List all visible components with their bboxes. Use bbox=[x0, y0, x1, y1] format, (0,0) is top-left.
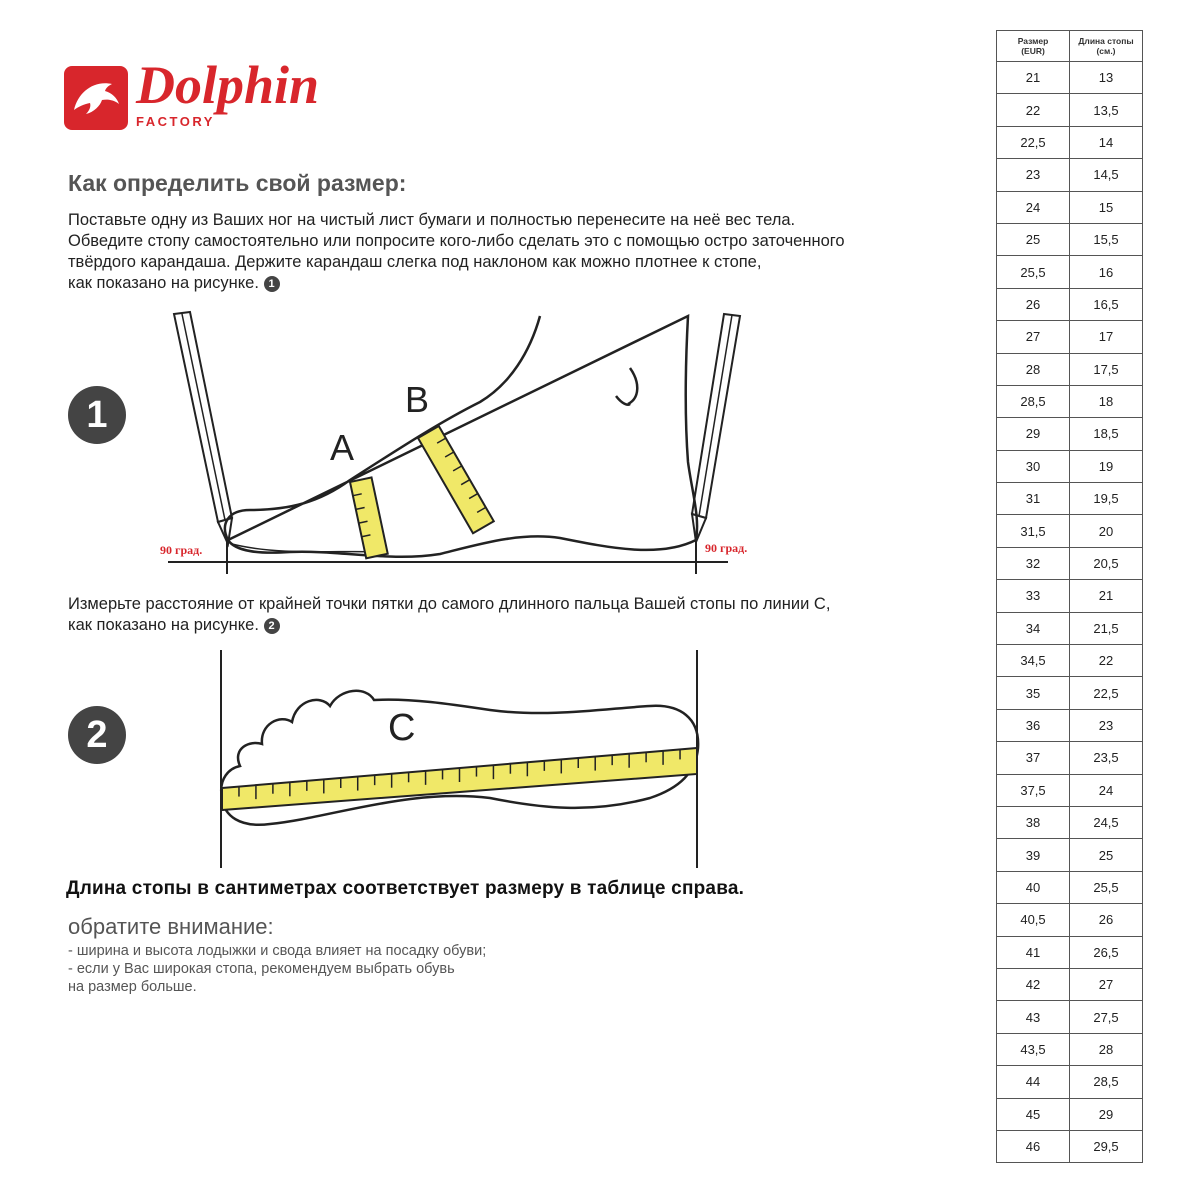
table-row bbox=[997, 645, 1143, 677]
logo-mark bbox=[64, 66, 128, 130]
label-a: A bbox=[330, 427, 355, 468]
header-length-line: Длина стопы bbox=[1078, 36, 1134, 46]
cell-foot-length: 27 bbox=[1070, 968, 1143, 1000]
ruler-b-icon bbox=[418, 426, 494, 533]
figure-ref-badge: 2 bbox=[264, 618, 280, 634]
cell-foot-length: 16 bbox=[1070, 256, 1143, 288]
cell-size-eur: 26 bbox=[997, 288, 1070, 320]
cell-size-eur: 35 bbox=[997, 677, 1070, 709]
table-header-row bbox=[997, 31, 1143, 62]
cell-foot-length: 15,5 bbox=[1070, 223, 1143, 255]
cell-size-eur: 37 bbox=[997, 742, 1070, 774]
cell-foot-length: 22 bbox=[1070, 645, 1143, 677]
table-row bbox=[997, 515, 1143, 547]
cell-foot-length: 24 bbox=[1070, 774, 1143, 806]
table-row bbox=[997, 1001, 1143, 1033]
measure-line bbox=[68, 615, 978, 636]
cell-foot-length: 16,5 bbox=[1070, 288, 1143, 320]
cell-size-eur: 25,5 bbox=[997, 256, 1070, 288]
table-row bbox=[997, 126, 1143, 158]
cell-foot-length: 24,5 bbox=[1070, 806, 1143, 838]
cell-size-eur: 41 bbox=[997, 936, 1070, 968]
table-row bbox=[997, 709, 1143, 741]
logo-wordmark: Dolphin bbox=[136, 55, 320, 115]
cell-size-eur: 39 bbox=[997, 839, 1070, 871]
cell-size-eur: 34 bbox=[997, 612, 1070, 644]
attention-line: на размер больше. bbox=[68, 979, 197, 995]
ruler-c-icon bbox=[222, 748, 697, 810]
cell-foot-length: 26 bbox=[1070, 904, 1143, 936]
table-row bbox=[997, 1066, 1143, 1098]
table-row bbox=[997, 677, 1143, 709]
foot-top-figure bbox=[210, 648, 710, 870]
cell-size-eur: 44 bbox=[997, 1066, 1070, 1098]
intro-line: Поставьте одну из Ваших ног на чистый лист бумаги и полностью перенесите на неё вес тела. bbox=[68, 211, 796, 229]
cell-foot-length: 23,5 bbox=[1070, 742, 1143, 774]
cell-foot-length: 17,5 bbox=[1070, 353, 1143, 385]
cell-foot-length: 20,5 bbox=[1070, 547, 1143, 579]
cell-size-eur: 32 bbox=[997, 547, 1070, 579]
intro-line: Обведите стопу самостоятельно или попросите кого-либо сделать это с помощью остро заточенного bbox=[68, 232, 845, 250]
table-row bbox=[997, 94, 1143, 126]
cell-size-eur: 28,5 bbox=[997, 385, 1070, 417]
table-row bbox=[997, 936, 1143, 968]
header-length-unit: (см.) bbox=[1096, 46, 1116, 56]
cell-foot-length: 23 bbox=[1070, 709, 1143, 741]
table-row bbox=[997, 1130, 1143, 1162]
step-2-badge: 2 bbox=[68, 706, 126, 764]
cell-size-eur: 29 bbox=[997, 418, 1070, 450]
cell-size-eur: 42 bbox=[997, 968, 1070, 1000]
figure-ref-badge: 1 bbox=[264, 276, 280, 292]
cell-size-eur: 45 bbox=[997, 1098, 1070, 1130]
cell-foot-length: 19,5 bbox=[1070, 483, 1143, 515]
cell-foot-length: 22,5 bbox=[1070, 677, 1143, 709]
cell-foot-length: 18 bbox=[1070, 385, 1143, 417]
cell-foot-length: 21,5 bbox=[1070, 612, 1143, 644]
attention-list bbox=[68, 942, 486, 996]
header-size-unit: (EUR) bbox=[1021, 46, 1045, 56]
pencil-right-icon bbox=[692, 314, 740, 542]
step-1-badge: 1 bbox=[68, 386, 126, 444]
table-row bbox=[997, 1098, 1143, 1130]
cell-size-eur: 24 bbox=[997, 191, 1070, 223]
cell-foot-length: 28 bbox=[1070, 1033, 1143, 1065]
cell-size-eur: 27 bbox=[997, 321, 1070, 353]
foot-side-figure bbox=[140, 312, 748, 582]
cell-foot-length: 20 bbox=[1070, 515, 1143, 547]
intro-line-text: как показано на рисунке. bbox=[68, 274, 259, 292]
cell-size-eur: 22,5 bbox=[997, 126, 1070, 158]
table-reference-note: Длина стопы в сантиметрах соответствует размеру в таблице справа. bbox=[66, 878, 745, 899]
measure-line-text: как показано на рисунке. bbox=[68, 616, 259, 634]
cell-foot-length: 26,5 bbox=[1070, 936, 1143, 968]
cell-size-eur: 30 bbox=[997, 450, 1070, 482]
table-row bbox=[997, 450, 1143, 482]
cell-size-eur: 23 bbox=[997, 159, 1070, 191]
table-row bbox=[997, 612, 1143, 644]
intro-line bbox=[68, 273, 978, 294]
cell-foot-length: 21 bbox=[1070, 580, 1143, 612]
table-row bbox=[997, 223, 1143, 255]
cell-foot-length: 29 bbox=[1070, 1098, 1143, 1130]
cell-size-eur: 37,5 bbox=[997, 774, 1070, 806]
intro-line: твёрдого карандаша. Держите карандаш слегка под наклоном как можно плотнее к стопе, bbox=[68, 253, 762, 271]
table-row bbox=[997, 159, 1143, 191]
table-row bbox=[997, 742, 1143, 774]
table-row bbox=[997, 580, 1143, 612]
cell-foot-length: 14 bbox=[1070, 126, 1143, 158]
cell-foot-length: 25 bbox=[1070, 839, 1143, 871]
cell-foot-length: 29,5 bbox=[1070, 1130, 1143, 1162]
table-row bbox=[997, 62, 1143, 94]
cell-size-eur: 34,5 bbox=[997, 645, 1070, 677]
header-size bbox=[997, 31, 1070, 62]
cell-size-eur: 31 bbox=[997, 483, 1070, 515]
cell-size-eur: 21 bbox=[997, 62, 1070, 94]
label-c: C bbox=[388, 707, 416, 749]
cell-size-eur: 33 bbox=[997, 580, 1070, 612]
attention-line: - ширина и высота лодыжки и свода влияет на посадку обуви; bbox=[68, 943, 487, 959]
cell-size-eur: 43,5 bbox=[997, 1033, 1070, 1065]
table-row bbox=[997, 547, 1143, 579]
cell-foot-length: 19 bbox=[1070, 450, 1143, 482]
table-row bbox=[997, 191, 1143, 223]
table-row bbox=[997, 353, 1143, 385]
table-row bbox=[997, 806, 1143, 838]
cell-foot-length: 25,5 bbox=[1070, 871, 1143, 903]
cell-size-eur: 46 bbox=[997, 1130, 1070, 1162]
cell-size-eur: 40 bbox=[997, 871, 1070, 903]
instructions-measure bbox=[68, 594, 978, 636]
page-title: Как определить свой размер: bbox=[68, 170, 407, 196]
table-row bbox=[997, 418, 1143, 450]
cell-foot-length: 15 bbox=[1070, 191, 1143, 223]
angle-left-label: 90 град. bbox=[160, 543, 203, 557]
dolphin-icon bbox=[64, 66, 128, 130]
label-b: B bbox=[405, 379, 430, 420]
cell-size-eur: 22 bbox=[997, 94, 1070, 126]
cell-size-eur: 43 bbox=[997, 1001, 1070, 1033]
cell-foot-length: 27,5 bbox=[1070, 1001, 1143, 1033]
pencil-left-icon bbox=[174, 312, 232, 544]
cell-foot-length: 28,5 bbox=[1070, 1066, 1143, 1098]
table-row bbox=[997, 256, 1143, 288]
angle-right-label: 90 град. bbox=[705, 541, 748, 555]
cell-size-eur: 25 bbox=[997, 223, 1070, 255]
cell-size-eur: 28 bbox=[997, 353, 1070, 385]
table-row bbox=[997, 385, 1143, 417]
table-row bbox=[997, 321, 1143, 353]
cell-foot-length: 18,5 bbox=[1070, 418, 1143, 450]
ruler-a-icon bbox=[350, 477, 388, 558]
cell-foot-length: 13 bbox=[1070, 62, 1143, 94]
cell-size-eur: 40,5 bbox=[997, 904, 1070, 936]
cell-foot-length: 13,5 bbox=[1070, 94, 1143, 126]
table-row bbox=[997, 839, 1143, 871]
table-row bbox=[997, 483, 1143, 515]
table-row bbox=[997, 904, 1143, 936]
cell-foot-length: 14,5 bbox=[1070, 159, 1143, 191]
table-row bbox=[997, 288, 1143, 320]
table-row bbox=[997, 1033, 1143, 1065]
header-length bbox=[1070, 31, 1143, 62]
attention-line: - если у Вас широкая стопа, рекомендуем выбрать обувь bbox=[68, 961, 455, 977]
cell-size-eur: 31,5 bbox=[997, 515, 1070, 547]
logo-subtitle: FACTORY bbox=[136, 114, 215, 129]
size-table bbox=[996, 30, 1143, 1163]
cell-size-eur: 38 bbox=[997, 806, 1070, 838]
table-row bbox=[997, 774, 1143, 806]
attention-title: обратите внимание: bbox=[68, 914, 274, 939]
cell-size-eur: 36 bbox=[997, 709, 1070, 741]
table-row bbox=[997, 871, 1143, 903]
header-size-line: Размер bbox=[1017, 36, 1049, 46]
table-row bbox=[997, 968, 1143, 1000]
cell-foot-length: 17 bbox=[1070, 321, 1143, 353]
measure-line: Измерьте расстояние от крайней точки пятки до самого длинного пальца Вашей стопы по линии С, bbox=[68, 595, 831, 613]
instructions-intro bbox=[68, 210, 978, 294]
